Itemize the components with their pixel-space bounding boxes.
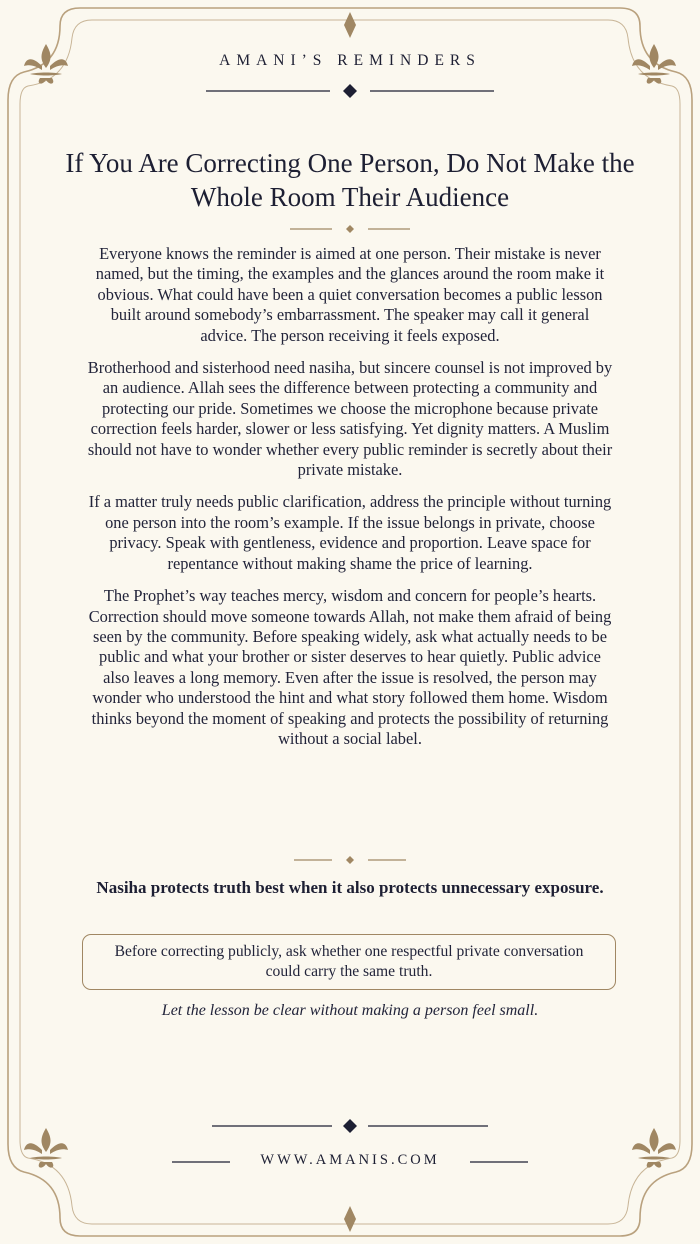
diamond-icon: [346, 856, 354, 864]
title-divider: [290, 225, 410, 233]
brand-header: AMANI’S REMINDERS: [219, 52, 481, 69]
page-title: If You Are Correcting One Person, Do Not Make the Whole Room Their Audience: [65, 148, 635, 212]
footer-divider: [212, 1119, 488, 1133]
top-diamond-ornament: [344, 12, 356, 38]
section-divider: [294, 856, 406, 864]
paragraph: If a matter truly needs public clarification, address the principle without turning one person into the room’s example. If the issue belongs in private, choose privacy. Speak with gentleness, evidence and proportion. Leave space for repentance without making shame the price of learning.: [88, 492, 612, 573]
closing-line: Let the lesson be clear without making a person feel small.: [161, 1002, 539, 1019]
bottom-diamond-ornament: [344, 1206, 356, 1232]
header-divider: [206, 84, 494, 98]
diamond-icon: [343, 1119, 357, 1133]
callout-text: Before correcting publicly, ask whether one respectful private conversation could carry the same truth.: [114, 943, 584, 980]
diamond-icon: [346, 225, 354, 233]
paragraph: Everyone knows the reminder is aimed at one person. Their mistake is never named, but the timing, the examples and the glances around the room make it obvious. What could have been a quiet conversation becomes a public lesson built around somebody’s embarrassment. The speaker may call it general advice. The person receiving it feels exposed.: [95, 244, 605, 345]
article-body: [86, 244, 614, 761]
paragraph: The Prophet’s way teaches mercy, wisdom and concern for people’s hearts. Correction should move someone towards Allah, not make them afraid of being seen by the community. Before speaking widely, ask what actually needs to be public and what your brother or sister deserves to hear quietly. Public advice also leaves a long memory. Even after the issue is resolved, the person may wonder who understood the hint and what story followed them home. Wisdom thinks beyond the moment of speaking and protects the possibility of returning without a social label.: [88, 586, 612, 748]
paragraph: Brotherhood and sisterhood need nasiha, but sincere counsel is not improved by an audience. Allah sees the difference between protecting a community and protecting our pride. Sometimes we choose the microphone because private correction feels harder, slower or less satisfying. Yet dignity matters. A Muslim should not have to wonder whether every public reminder is secretly about their private mistake.: [87, 358, 613, 480]
diamond-icon: [343, 84, 357, 98]
key-point: Nasiha protects truth best when it also protects unnecessary exposure.: [96, 878, 604, 897]
callout-box: [82, 934, 616, 990]
footer-website: WWW.AMANIS.COM: [260, 1152, 440, 1168]
